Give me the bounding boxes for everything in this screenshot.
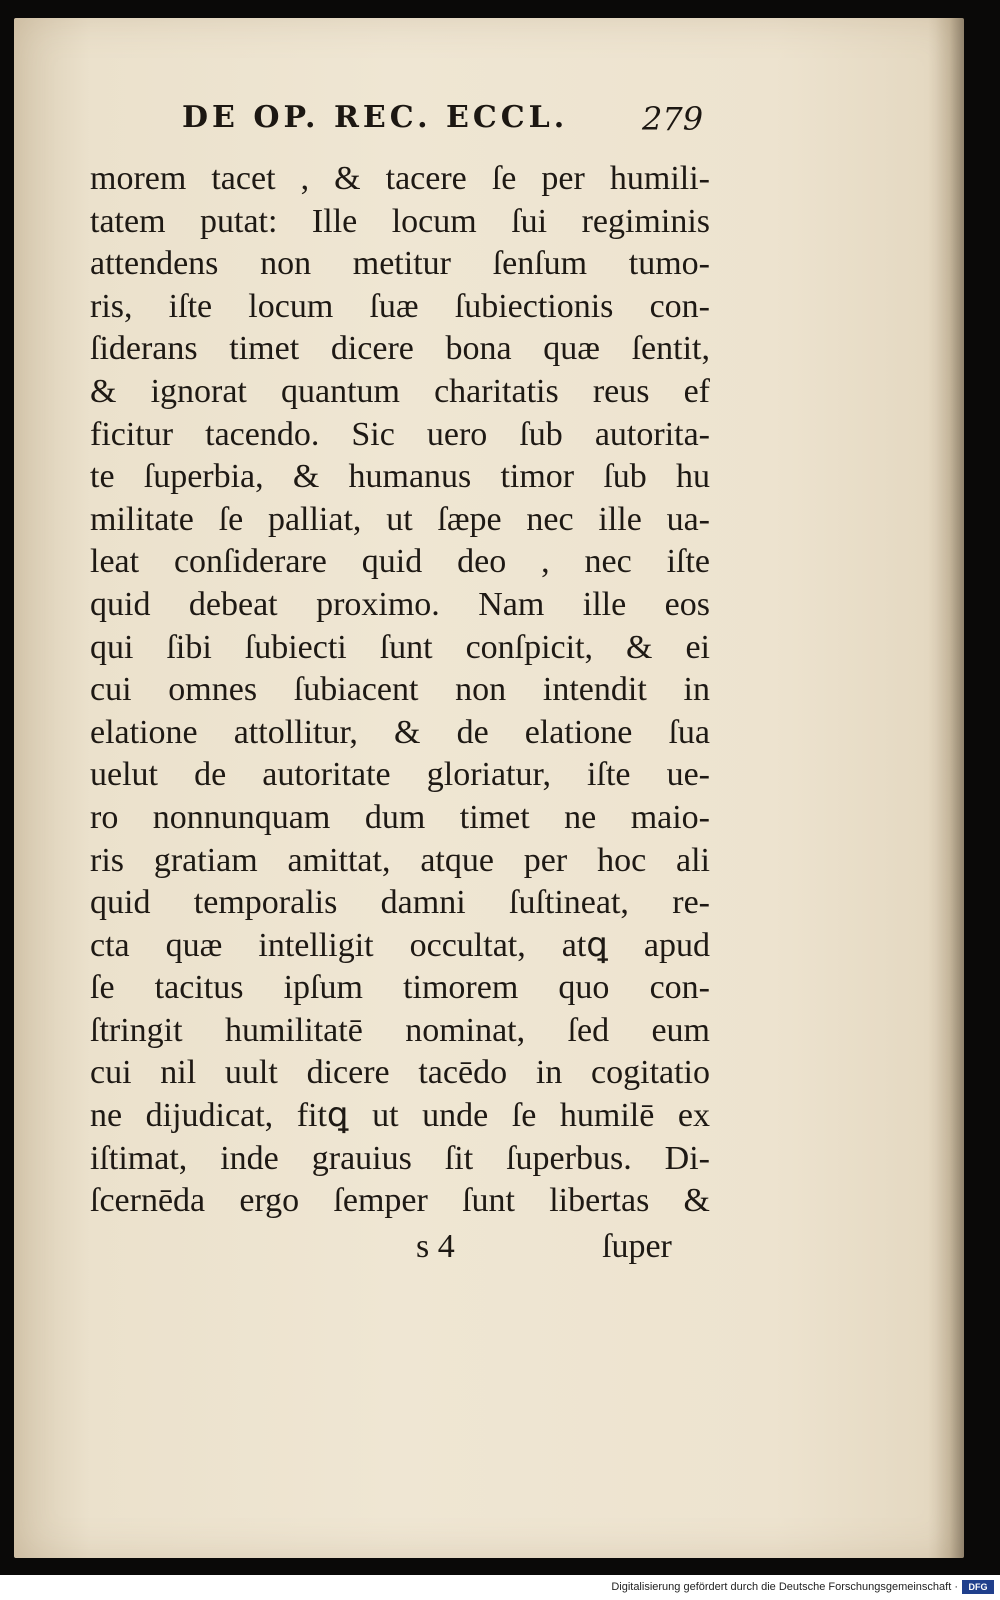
- text-line: cta quæ intelligit occultat, atꝗ apud: [90, 926, 710, 964]
- text-line: tatem putat: Ille locum ſui regiminis: [90, 202, 710, 240]
- text-line: attendens non metitur ſenſum tumo-: [90, 245, 710, 283]
- text-line: cui nil uult dicere tacēdo in cogitatio: [90, 1054, 710, 1092]
- text-line: ſiderans timet dicere bona quæ ſentit,: [90, 330, 710, 368]
- credit-text: Digitalisierung gefördert durch die Deutsche Forschungsgemeinschaft ·: [611, 1581, 958, 1593]
- catchword: ſuper: [602, 1228, 672, 1265]
- signature-mark: s 4: [416, 1228, 455, 1265]
- book-page: [14, 18, 964, 1558]
- page-number: 279: [642, 100, 704, 138]
- text-line: morem tacet , & tacere ſe per humili-: [90, 160, 710, 197]
- dfg-logo: DFG: [962, 1580, 994, 1594]
- text-line: ſcernēda ergo ſemper ſunt libertas &: [90, 1182, 710, 1220]
- running-head: DE OP. REC. ECCL.: [182, 100, 569, 135]
- text-line: ris gratiam amittat, atque per hoc ali: [90, 841, 710, 879]
- text-line: ſtringit humilitatē nominat, ſed eum: [90, 1011, 710, 1049]
- text-line: ne dijudicat, fitꝗ ut unde ſe humilē ex: [90, 1097, 710, 1135]
- text-line: & ignorat quantum charitatis reus ef: [90, 372, 710, 410]
- text-line: uelut de autoritate gloriatur, iſte ue-: [90, 756, 710, 794]
- text-line: ris, iſte locum ſuæ ſubiectionis con-: [90, 287, 710, 325]
- text-line: ro nonnunquam dum timet ne maio-: [90, 798, 710, 836]
- body-text: [90, 158, 710, 1223]
- text-line: te ſuperbia, & humanus timor ſub hu: [90, 458, 710, 496]
- text-line: leat conſiderare quid deo , nec iſte: [90, 543, 710, 581]
- credit-bar: [0, 1575, 1000, 1600]
- text-line: quid temporalis damni ſuſtineat, re-: [90, 884, 710, 922]
- text-line: quid debeat proximo. Nam ille eos: [90, 585, 710, 623]
- text-line: qui ſibi ſubiecti ſunt conſpicit, & ei: [90, 628, 710, 666]
- text-line: cui omnes ſubiacent non intendit in: [90, 671, 710, 709]
- text-line: militate ſe palliat, ut ſæpe nec ille ua-: [90, 500, 710, 538]
- text-line: ficitur tacendo. Sic uero ſub autorita-: [90, 415, 710, 453]
- text-line: ſe tacitus ipſum timorem quo con-: [90, 969, 710, 1007]
- text-line: elatione attollitur, & de elatione ſua: [90, 713, 710, 751]
- text-line: iſtimat, inde grauius ſit ſuperbus. Di-: [90, 1139, 710, 1177]
